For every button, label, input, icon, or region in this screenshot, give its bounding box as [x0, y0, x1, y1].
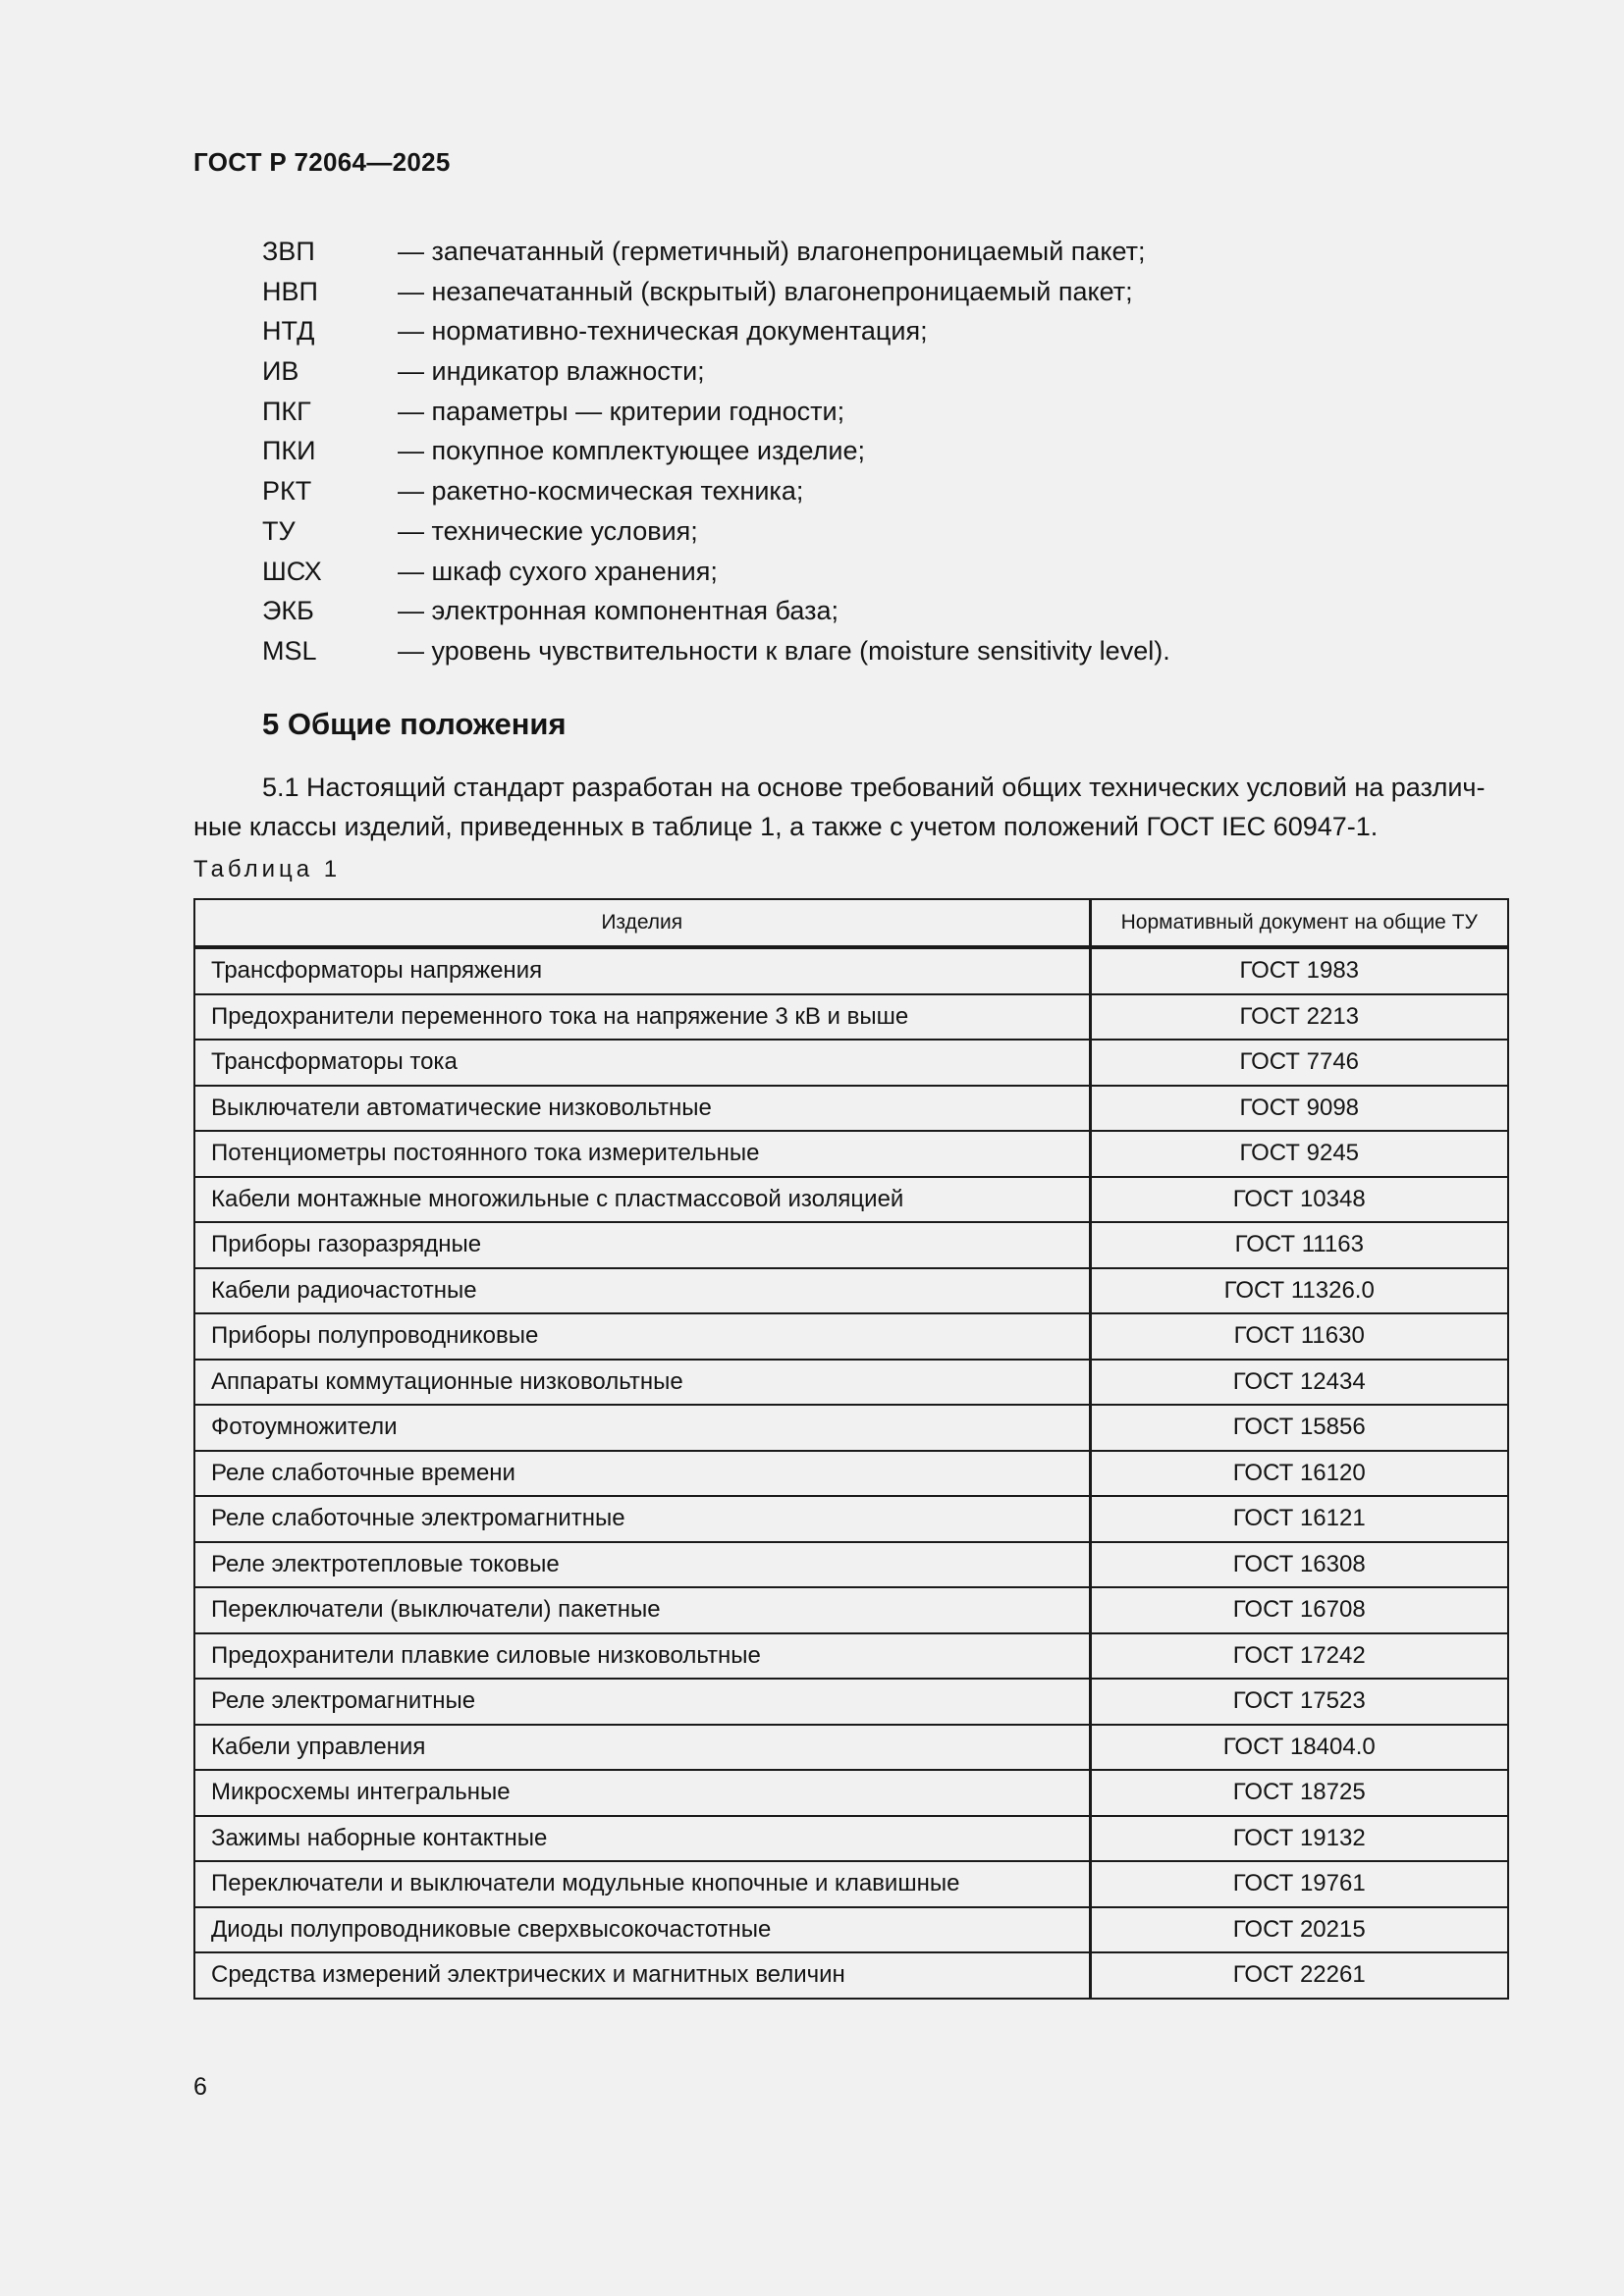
document-cell: ГОСТ 16708	[1090, 1587, 1508, 1633]
abbreviation-term: ИВ	[262, 356, 299, 387]
table-row	[194, 1086, 1508, 1132]
table-row	[194, 1633, 1508, 1680]
document-cell: ГОСТ 7746	[1090, 1040, 1508, 1086]
table-header-row	[194, 899, 1508, 947]
abbreviation-term: НТД	[262, 316, 315, 347]
table-row	[194, 1451, 1508, 1497]
abbreviation-item	[262, 232, 1539, 272]
abbreviation-item	[262, 272, 1539, 312]
abbreviation-item	[262, 591, 1539, 631]
abbreviation-definition: — технические условия;	[398, 515, 698, 546]
document-cell: ГОСТ 11630	[1090, 1313, 1508, 1360]
abbreviation-term: ШСХ	[262, 556, 322, 586]
section-title: 5 Общие положения	[262, 707, 567, 741]
paragraph-line: ные классы изделий, приведенных в таблице 1, а также с учетом положений ГОСТ IEC 60947-1.	[193, 812, 1379, 841]
document-cell: ГОСТ 16308	[1090, 1542, 1508, 1588]
abbreviation-definition: — электронная компонентная база;	[398, 596, 839, 626]
abbreviation-definition: — шкаф сухого хранения;	[398, 556, 718, 586]
document-cell: ГОСТ 11163	[1090, 1222, 1508, 1268]
abbreviation-term: ПКГ	[262, 396, 311, 426]
table-row	[194, 1040, 1508, 1086]
table-row	[194, 1816, 1508, 1862]
product-cell: Аппараты коммутационные низковольтные	[194, 1360, 1090, 1406]
product-cell: Реле электромагнитные	[194, 1679, 1090, 1725]
page-number: 6	[193, 2073, 207, 2101]
table-row	[194, 1268, 1508, 1314]
product-cell: Реле слаботочные электромагнитные	[194, 1496, 1090, 1542]
product-cell: Трансформаторы напряжения	[194, 947, 1090, 994]
product-cell: Кабели радиочастотные	[194, 1268, 1090, 1314]
abbreviation-item	[262, 431, 1539, 471]
product-cell: Трансформаторы тока	[194, 1040, 1090, 1086]
product-cell: Микросхемы интегральные	[194, 1770, 1090, 1816]
table-row	[194, 994, 1508, 1041]
abbreviation-term: MSL	[262, 635, 317, 666]
table-row	[194, 1587, 1508, 1633]
product-cell: Зажимы наборные контактные	[194, 1816, 1090, 1862]
document-cell: ГОСТ 1983	[1090, 947, 1508, 994]
abbreviation-definition: — ракетно-космическая техника;	[398, 476, 804, 507]
abbreviation-item	[262, 471, 1539, 511]
product-cell: Фотоумножители	[194, 1405, 1090, 1451]
table-row	[194, 1313, 1508, 1360]
product-cell: Переключатели (выключатели) пакетные	[194, 1587, 1090, 1633]
product-cell: Реле слаботочные времени	[194, 1451, 1090, 1497]
abbreviation-item	[262, 631, 1539, 671]
product-cell: Приборы газоразрядные	[194, 1222, 1090, 1268]
abbreviation-term: РКТ	[262, 476, 312, 507]
document-header: ГОСТ Р 72064—2025	[193, 147, 451, 177]
document-cell: ГОСТ 18725	[1090, 1770, 1508, 1816]
product-cell: Предохранители плавкие силовые низковольтные	[194, 1633, 1090, 1680]
table-row	[194, 1907, 1508, 1953]
abbreviation-definition: — параметры — критерии годности;	[398, 396, 845, 426]
table-row	[194, 1222, 1508, 1268]
product-cell: Средства измерений электрических и магнитных величин	[194, 1952, 1090, 1999]
document-cell: ГОСТ 10348	[1090, 1177, 1508, 1223]
product-cell: Приборы полупроводниковые	[194, 1313, 1090, 1360]
table-row	[194, 1405, 1508, 1451]
table-row	[194, 1360, 1508, 1406]
document-cell: ГОСТ 15856	[1090, 1405, 1508, 1451]
table-row	[194, 1679, 1508, 1725]
abbreviation-definition: — покупное комплектующее изделие;	[398, 436, 865, 466]
paragraph-line: 5.1 Настоящий стандарт разработан на основе требований общих технических условий на различ-	[262, 773, 1486, 802]
document-cell: ГОСТ 20215	[1090, 1907, 1508, 1953]
product-cell: Переключатели и выключатели модульные кнопочные и клавишные	[194, 1861, 1090, 1907]
table-row	[194, 1770, 1508, 1816]
table-row	[194, 1952, 1508, 1999]
standards-table	[193, 898, 1509, 2000]
table-row	[194, 1861, 1508, 1907]
product-cell: Потенциометры постоянного тока измерительные	[194, 1131, 1090, 1177]
abbreviation-item	[262, 311, 1539, 351]
abbreviation-item	[262, 552, 1539, 592]
document-cell: ГОСТ 17242	[1090, 1633, 1508, 1680]
table-row	[194, 1725, 1508, 1771]
table-row	[194, 1131, 1508, 1177]
document-cell: ГОСТ 11326.0	[1090, 1268, 1508, 1314]
document-cell: ГОСТ 2213	[1090, 994, 1508, 1041]
abbreviation-item	[262, 351, 1539, 392]
abbreviation-item	[262, 511, 1539, 552]
product-cell: Кабели монтажные многожильные с пластмассовой изоляцией	[194, 1177, 1090, 1223]
document-cell: ГОСТ 9245	[1090, 1131, 1508, 1177]
product-cell: Диоды полупроводниковые сверхвысокочастотные	[194, 1907, 1090, 1953]
document-cell: ГОСТ 19132	[1090, 1816, 1508, 1862]
abbreviation-definition: — индикатор влажности;	[398, 356, 705, 387]
document-cell: ГОСТ 19761	[1090, 1861, 1508, 1907]
table-row	[194, 1177, 1508, 1223]
document-cell: ГОСТ 16120	[1090, 1451, 1508, 1497]
table-row	[194, 947, 1508, 994]
abbreviation-term: ТУ	[262, 515, 296, 546]
document-cell: ГОСТ 9098	[1090, 1086, 1508, 1132]
table-row	[194, 1542, 1508, 1588]
abbreviations-list	[262, 232, 1539, 671]
abbreviation-term: ПКИ	[262, 436, 316, 466]
document-cell: ГОСТ 16121	[1090, 1496, 1508, 1542]
abbreviation-definition: — запечатанный (герметичный) влагонепроницаемый пакет;	[398, 237, 1146, 266]
document-cell: ГОСТ 22261	[1090, 1952, 1508, 1999]
column-header-products: Изделия	[194, 899, 1090, 947]
document-cell: ГОСТ 18404.0	[1090, 1725, 1508, 1771]
product-cell: Кабели управления	[194, 1725, 1090, 1771]
product-cell: Предохранители переменного тока на напряжение 3 кВ и выше	[194, 994, 1090, 1041]
document-cell: ГОСТ 12434	[1090, 1360, 1508, 1406]
document-cell: ГОСТ 17523	[1090, 1679, 1508, 1725]
abbreviation-term: ЗВП	[262, 237, 315, 266]
abbreviation-definition: — незапечатанный (вскрытый) влагонепроницаемый пакет;	[398, 276, 1133, 306]
product-cell: Выключатели автоматические низковольтные	[194, 1086, 1090, 1132]
table-row	[194, 1496, 1508, 1542]
abbreviation-term: НВП	[262, 276, 318, 306]
abbreviation-definition: — нормативно-техническая документация;	[398, 316, 928, 347]
table-caption: Таблица 1	[193, 856, 342, 882]
column-header-document: Нормативный документ на общие ТУ	[1090, 899, 1508, 947]
abbreviation-item	[262, 392, 1539, 432]
section-paragraph	[193, 768, 1509, 846]
product-cell: Реле электротепловые токовые	[194, 1542, 1090, 1588]
abbreviation-term: ЭКБ	[262, 596, 314, 626]
table-body	[194, 947, 1508, 1999]
abbreviation-definition: — уровень чувствительности к влаге (moisture sensitivity level).	[398, 635, 1170, 666]
